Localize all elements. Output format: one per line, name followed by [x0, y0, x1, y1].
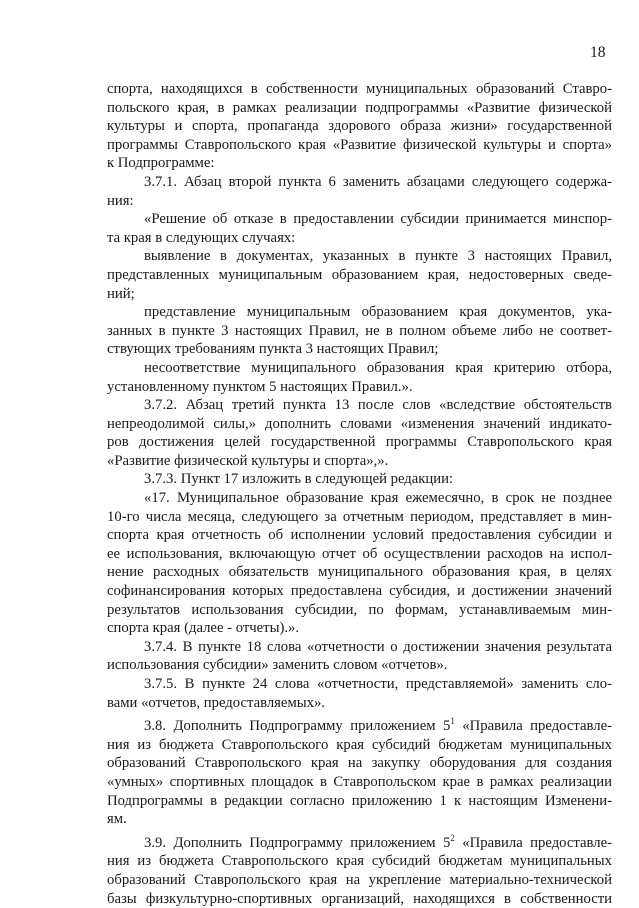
text-line: «17. Муниципальное образование края ежемесячно, в срок не позднее	[144, 490, 612, 507]
text-line: «Решение об отказе в предоставлении субсидии принимается минспор-	[144, 211, 612, 228]
paragraph	[107, 470, 612, 489]
document-text	[107, 80, 612, 908]
text-line: 3.7.5. В пункте 24 слова «отчетности, представляемой» заменить сло-	[144, 676, 612, 692]
superscript: 2	[450, 832, 455, 843]
text-line: ния из бюджета Ставропольского края субсидий бюджетам муниципальных	[107, 853, 612, 870]
paragraph	[107, 247, 612, 303]
text-line: ний;	[107, 285, 135, 302]
text-line: 3.8. Дополнить Подпрограмму приложением $5^1$ «Правила предоставле-	[144, 716, 612, 735]
paragraph	[107, 359, 612, 396]
paragraph	[107, 80, 612, 173]
text-line: спорта края (далее - отчеты).».	[107, 620, 300, 637]
text-line: ния:	[107, 192, 134, 209]
text-line: представленных муниципальным образованием края, недостоверных сведе-	[107, 266, 612, 283]
paragraph	[107, 638, 612, 675]
text-line: 3.9. Дополнить Подпрограмму приложением $5^2$ «Правила предоставле-	[144, 832, 612, 851]
text-line: непреодолимой силы,» дополнить словами «изменения значений индикато-	[107, 415, 612, 432]
superscript: 1	[450, 716, 455, 727]
text-line: нение расходных обязательств муниципального образования края, в целях	[107, 564, 612, 581]
text-line: спорта, находящихся в собственности муниципальных образований Ставро-	[107, 81, 612, 97]
paragraph	[107, 489, 612, 638]
text-line: ее использования, включающую отчет об осуществлении расходов на испол-	[107, 545, 612, 562]
text-line: несоответствие муниципального образования края критерию отбора,	[144, 359, 612, 376]
text-line: ния из бюджета Ставропольского края субсидий бюджетам муниципальных	[107, 736, 612, 753]
text-line: установленному пунктом 5 настоящих Правил.».	[107, 378, 413, 395]
paragraph	[107, 303, 612, 359]
text-line: софинансирования которых предоставлена субсидия, и достижении значений	[107, 583, 612, 600]
text-line: базы физкультурно-спортивных организаций, находящихся в собственности	[107, 890, 612, 907]
text-line: ям.	[107, 811, 127, 828]
text-line: результатов использования субсидии, по формам, устанавливаемым мин-	[107, 601, 612, 618]
paragraph	[107, 675, 612, 712]
text-line: вами «отчетов, предоставляемых».	[107, 694, 325, 711]
text-line: спорта края отчетность об исполнении условий предоставления субсидии и	[107, 527, 612, 544]
text-line: выявление в документах, указанных в пункте 3 настоящих Правил,	[144, 248, 612, 265]
text-line: 3.7.3. Пункт 17 изложить в следующей редакции:	[144, 471, 454, 488]
text-line: ров достижения целей государственной программы Ставропольского края	[107, 434, 612, 451]
paragraph	[107, 717, 612, 829]
text-line: 3.7.2. Абзац третий пункта 13 после слов «вследствие обстоятельств	[144, 397, 612, 414]
text-line: «Развитие физической культуры и спорта»,».	[107, 452, 389, 469]
text-line: та края в следующих случаях:	[107, 229, 296, 246]
text-line: образований Ставропольского края на закупку оборудования для создания	[107, 755, 612, 772]
paragraph	[107, 834, 612, 908]
text-line: к Подпрограмме:	[107, 155, 215, 172]
text-line: ствующих требованиям пункта 3 настоящих Правил;	[107, 341, 439, 358]
text-line: польского края, в рамках реализации подпрограммы «Развитие физической	[107, 99, 612, 116]
text-line: представление муниципальным образованием края документов, ука-	[144, 304, 612, 321]
text-line: программы Ставропольского края «Развитие физической культуры и спорта»	[107, 136, 612, 153]
paragraph	[107, 173, 612, 210]
text-line: Подпрограммы в редакции согласно приложению 1 к настоящим Изменени-	[107, 792, 612, 809]
text-line: 3.7.1. Абзац второй пункта 6 заменить абзацами следующего содержа-	[144, 173, 612, 190]
text-line: занных в пункте 3 настоящих Правил, не в полном объеме либо не соответ-	[107, 322, 612, 339]
text-line: 10-го числа месяца, следующего за отчетным периодом, представляет в мин-	[107, 508, 612, 525]
text-line: «умных» спортивных площадок в Ставропольском крае в рамках реализации	[107, 773, 612, 790]
paragraph	[107, 396, 612, 470]
text-line: культуры и спорта, пропаганда здорового образа жизни» государственной	[107, 118, 612, 135]
text-line: образований Ставропольского края на укрепление материально-технической	[107, 871, 612, 888]
text-line: 3.7.4. В пункте 18 слова «отчетности о достижении значения результата	[144, 638, 612, 655]
paragraph	[107, 210, 612, 247]
text-line: использования субсидии» заменить словом «отчетов».	[107, 657, 448, 674]
page-number: 18	[590, 44, 606, 61]
